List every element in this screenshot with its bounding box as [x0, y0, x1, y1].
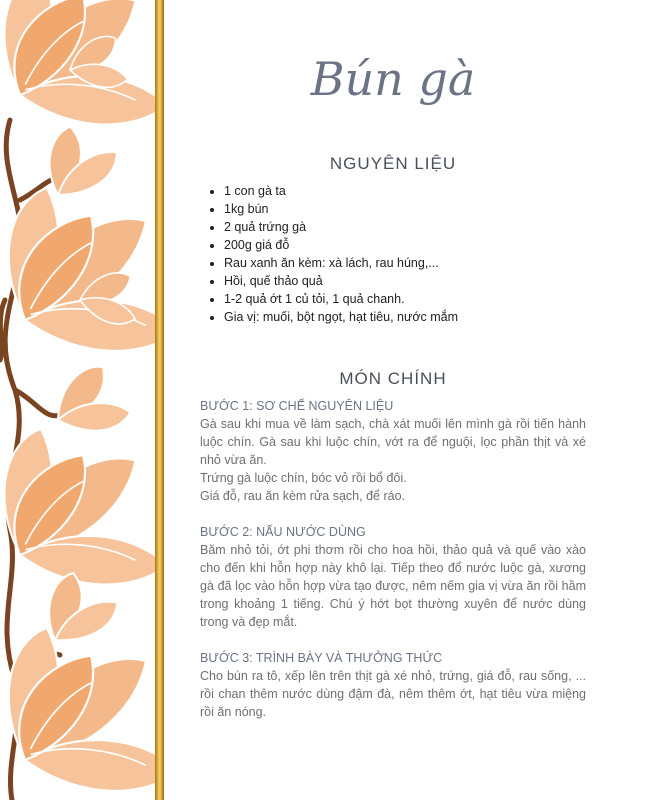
- step-1-text: Gà sau khi mua về làm sạch, chà xát muối lên mình gà rồi tiến hành luộc chín. Gà sau khi luộc chín, vớt ra để nguội, lọc phần thịt và xé nhỏ vừa ăn.: [200, 417, 586, 467]
- list-item: • Gia vị: muối, bột ngọt, hạt tiêu, nước mắm: [224, 308, 458, 326]
- floral-border: [0, 0, 158, 800]
- ingredients-heading: NGUYÊN LIỆU: [329, 154, 457, 173]
- list-item: • 2 quả trứng gà: [224, 218, 458, 236]
- recipe-title: Bún gà: [310, 52, 476, 106]
- step-2-title: BƯỚC 2: NẤU NƯỚC DÙNG: [200, 525, 366, 539]
- flower-illustration: [0, 0, 158, 800]
- step-1-text-3: Giá đỗ, rau ăn kèm rửa sạch, để ráo.: [200, 489, 405, 503]
- step-2: [200, 523, 586, 631]
- step-3: [200, 649, 586, 721]
- step-1: [200, 397, 586, 505]
- list-item: • 200g giá đỗ: [224, 236, 458, 254]
- step-1-text-2: Trứng gà luộc chín, bóc vỏ rồi bổ đôi.: [200, 471, 407, 485]
- list-item: • Rau xanh ăn kèm: xà lách, rau húng,...: [224, 254, 458, 272]
- gold-divider-stripe: [155, 0, 164, 800]
- ingredients-list: [200, 182, 458, 326]
- step-2-text: Băm nhỏ tỏi, ớt phi thơm rồi cho hoa hồi, thảo quả và quế vào xào cho đến khi hỗn hợp này khô lại. Tiếp theo đổ nước luộc gà, xương gà đã lọc vào hỗn hợp vừa tạo được, nêm nếm gia vị vừa ăn rồi hầm trong khoảng 1 tiếng. Chú ý hớt bọt thường xuyên để nước dùng trong và đẹp mắt.: [200, 543, 586, 629]
- main-dish-heading: MÓN CHÍNH: [339, 369, 447, 388]
- list-item: • 1 con gà ta: [224, 182, 458, 200]
- list-item: • 1-2 quả ớt 1 củ tỏi, 1 quả chanh.: [224, 290, 458, 308]
- step-3-title: BƯỚC 3: TRÌNH BÀY VÀ THƯỞNG THỨC: [200, 651, 443, 665]
- step-3-text: Cho bún ra tô, xếp lên trên thịt gà xé nhỏ, trứng, giá đỗ, rau sống, ... rồi chan thêm nước dùng đậm đà, nêm thêm ớt, hạt tiêu vừa miệng rồi ăn nóng.: [200, 669, 586, 719]
- step-1-title: BƯỚC 1: SƠ CHẾ NGUYÊN LIỆU: [200, 399, 394, 413]
- list-item: • 1kg bún: [224, 200, 458, 218]
- list-item: • Hồi, quế thảo quả: [224, 272, 458, 290]
